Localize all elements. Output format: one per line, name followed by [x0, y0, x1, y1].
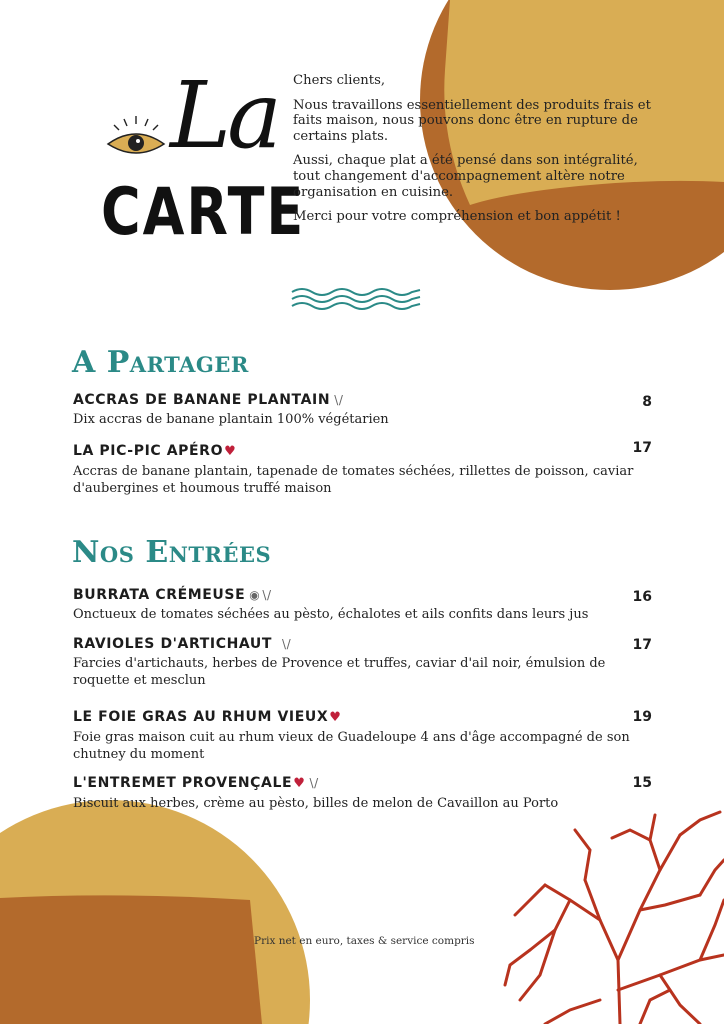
item-description: Farcies d'artichauts, herbes de Provence et truffes, caviar d'ail noir, émulsion de roquette et mesclun [73, 656, 606, 688]
item-description: Dix accras de banane plantain 100% végétarien [73, 412, 389, 427]
intro-paragraph-1: Nous travaillons essentiellement des produits frais et faits maison, nous pouvons donc être en rupture de certains plats. [293, 97, 651, 144]
item-price: 17 [632, 637, 652, 653]
menu-item-accras [73, 391, 653, 428]
bottom-left-brown-patch [0, 895, 262, 1024]
item-price: 8 [642, 394, 652, 410]
item-name: RAVIOLES D'ARTICHAUT \/ [73, 636, 292, 652]
menu-item-foie-gras [73, 708, 653, 763]
item-name: BURRATA CRÉMEUSE ◉ \/ [73, 587, 272, 603]
menu-item-pic-pic [73, 442, 653, 497]
menu-item-ravioles [73, 635, 653, 689]
item-description: Onctueux de tomates séchées au pèsto, échalotes et ails confits dans leurs jus [73, 607, 589, 622]
section-title-partager: A Partager [72, 345, 249, 380]
item-name: LE FOIE GRAS AU RHUM VIEUX♥ [73, 709, 342, 725]
eye-icon [104, 114, 168, 160]
intro-paragraph-3: Merci pour votre compréhension et bon appétit ! [293, 209, 621, 225]
logo-la: La [170, 62, 278, 169]
vegetarian-icon: \/ [282, 637, 292, 651]
intro-paragraph-2: Aussi, chaque plat a été pensé dans son intégralité, tout changement d'accompagnement altère notre organisation en cuisine. [293, 153, 638, 200]
coral-illustration [505, 812, 724, 1024]
heart-icon: ♥ [224, 444, 237, 459]
intro-greeting: Chers clients, [293, 73, 386, 88]
item-price: 16 [632, 589, 652, 605]
vegetarian-icon: \/ [262, 588, 272, 602]
item-price: 17 [632, 440, 652, 456]
menu-item-entremet [73, 774, 653, 812]
item-name: LA PIC-PIC APÉRO♥ [73, 443, 237, 459]
item-price: 19 [632, 709, 652, 725]
item-name: ACCRAS DE BANANE PLANTAIN \/ [73, 392, 344, 408]
menu-item-burrata [73, 586, 653, 623]
section-title-entrees: Nos Entrées [72, 535, 272, 570]
wave-divider-icon [290, 284, 422, 314]
vegetarian-icon: \/ [309, 776, 319, 790]
item-description: Foie gras maison cuit au rhum vieux de Guadeloupe 4 ans d'âge accompagné de son chutney du moment [73, 730, 630, 762]
heart-icon: ♥ [293, 776, 306, 791]
item-price: 15 [632, 775, 652, 791]
item-description: Accras de banane plantain, tapenade de tomates séchées, rillettes de poisson, caviar d'aubergines et houmous truffé maison [73, 464, 634, 496]
vegetarian-icon: \/ [334, 393, 344, 407]
intro-text [293, 73, 663, 234]
footer-note: Prix net en euro, taxes & service compris [254, 935, 475, 947]
logo-carte: CARTE [101, 174, 306, 250]
item-description: Biscuit aux herbes, crème au pèsto, billes de melon de Cavaillon au Porto [73, 796, 559, 811]
heart-icon: ♥ [329, 710, 342, 725]
item-name: L'ENTREMET PROVENÇALE♥ \/ [73, 775, 319, 791]
dairy-icon: ◉ [249, 588, 261, 602]
